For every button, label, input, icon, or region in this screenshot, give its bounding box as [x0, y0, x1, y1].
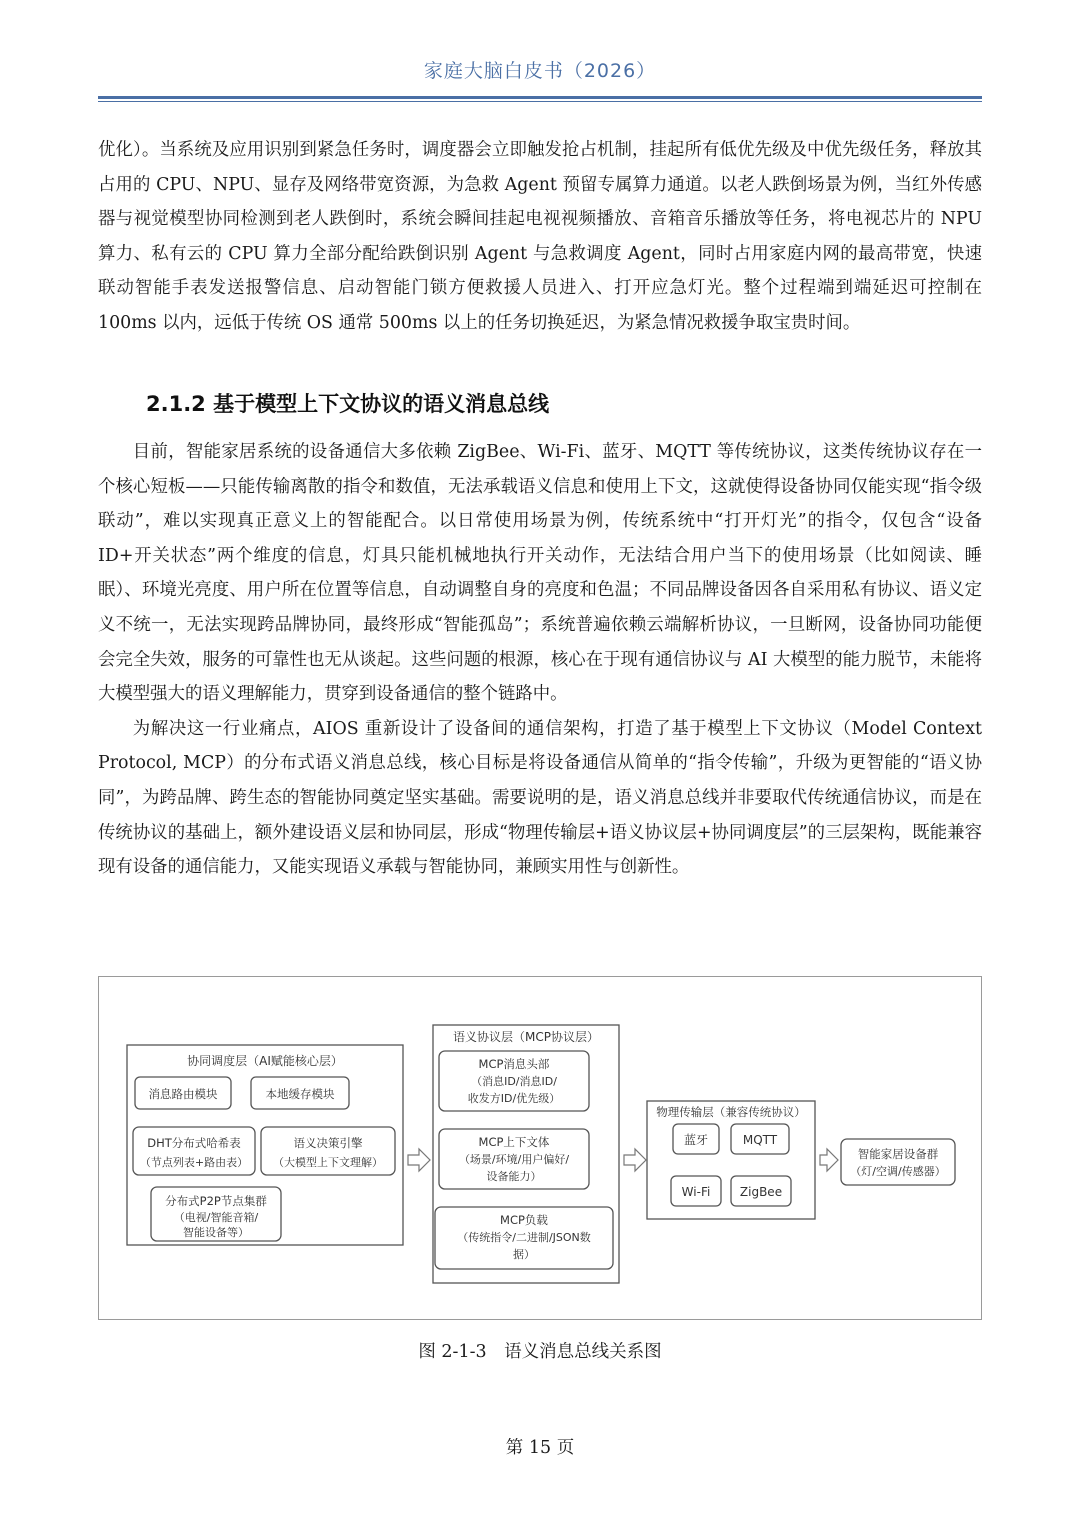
section-heading: 2.1.2 基于模型上下文协议的语义消息总线	[146, 392, 550, 416]
local-cache-label: 本地缓存模块	[265, 1087, 335, 1101]
mcp-payload-sublabel-2: 据）	[513, 1248, 535, 1261]
architecture-figure	[98, 976, 982, 1320]
physical-layer-title: 物理传输层（兼容传统协议）	[656, 1105, 806, 1119]
mcp-header-label: MCP消息头部	[478, 1057, 550, 1071]
architecture-diagram	[99, 977, 980, 1318]
mcp-context-sublabel-1: （场景/环境/用户偏好/	[458, 1153, 570, 1166]
smart-device-group-label: 智能家居设备群	[857, 1147, 939, 1161]
figure-caption: 图 2-1-3 语义消息总线关系图	[418, 1342, 662, 1362]
arrow-right-icon	[624, 1149, 646, 1171]
header-rule-thin	[98, 101, 982, 102]
header-rule	[98, 96, 982, 99]
arrow-right-icon	[820, 1149, 838, 1171]
paragraph-1: 优化）。当系统及应用识别到紧急任务时，调度器会立即触发抢占机制，挂起所有低优先级及中优先级任务，释放其占用的 CPU、NPU、显存及网络带宽资源，为急救 Agent 预留专属算力通道。以老人跌倒场景为例，当红外传感器与视觉模型协同检测到老人跌倒时，系统会瞬间挂起电视视频播放、音箱音乐播放等任务，将电视芯片的 NPU 算力、私有云的 CPU 算力全部分配给跌倒识别 Agent 与急救调度 Agent，同时占用家庭内网的最高带宽，快速联动智能手表发送报警信息、启动智能门锁方便救援人员进入、打开应急灯光。整个过程端到端延迟可控制在 100ms 以内，远低于传统 OS 通常 500ms 以上的任务切换延迟，为紧急情况救援争取宝贵时间。	[98, 140, 982, 333]
p2p-cluster-label: 分布式P2P节点集群	[165, 1194, 267, 1208]
paragraph-2: 目前，智能家居系统的设备通信大多依赖 ZigBee、Wi-Fi、蓝牙、MQTT 等传统协议，这类传统协议存在一个核心短板——只能传输离散的指令和数值，无法承载语义信息和使用上下文，这就使得设备协同仅能实现“指令级联动”，难以实现真正意义上的智能配合。以日常使用场景为例，传统系统中“打开灯光”的指令，仅包含“设备 ID+开关状态”两个维度的信息，灯具只能机械地执行开关动作，无法结合用户当下的使用场景（比如阅读、睡眠）、环境光亮度、用户所在位置等信息，自动调整自身的亮度和色温；不同品牌设备因各自采用私有协议、语义定义不统一，无法实现跨品牌协同，最终形成“智能孤岛”；系统普遍依赖云端解析协议，一旦断网，设备协同功能便会完全失效，服务的可靠性也无从谈起。这些问题的根源，核心在于现有通信协议与 AI 大模型的能力脱节，未能将大模型强大的语义理解能力，贯穿到设备通信的整个链路中。	[98, 442, 982, 705]
body-text	[98, 435, 982, 885]
semantic-protocol-title: 语义协议层（MCP协议层）	[453, 1030, 599, 1044]
semantic-engine-sublabel: （大模型上下文理解）	[273, 1156, 383, 1169]
mcp-header-sublabel-2: 收发方ID/优先级）	[467, 1092, 561, 1105]
mcp-context-label: MCP上下文体	[478, 1135, 550, 1149]
smart-device-group-sublabel: （灯/空调/传感器）	[850, 1165, 946, 1178]
dht-sublabel: （节点列表+路由表）	[139, 1156, 249, 1169]
mcp-context-sublabel-2: 设备能力）	[486, 1170, 542, 1183]
mcp-payload-sublabel-1: （传统指令/二进制/JSON数	[457, 1231, 591, 1244]
paragraph-3: 为解决这一行业痛点，AIOS 重新设计了设备间的通信架构，打造了基于模型上下文协议（Model Context Protocol, MCP）的分布式语义消息总线，核心目标是将设备通信从简单的“指令传输”，升级为更智能的“语义协同”，为跨品牌、跨生态的智能协同奠定坚实基础。需要说明的是，语义消息总线并非要取代传统通信协议，而是在传统协议的基础上，额外建设语义层和协同层，形成“物理传输层+语义协议层+协同调度层”的三层架构，既能兼容现有设备的通信能力，又能实现语义承载与智能协同，兼顾实用性与创新性。	[98, 718, 982, 878]
arrow-right-icon	[408, 1149, 430, 1171]
smart-device-group-box	[841, 1139, 955, 1185]
bluetooth-label: 蓝牙	[683, 1133, 709, 1147]
mqtt-label: MQTT	[742, 1133, 778, 1147]
dht-label: DHT分布式哈希表	[147, 1136, 241, 1150]
semantic-engine-label: 语义决策引擎	[293, 1136, 363, 1150]
coordination-layer-title: 协同调度层（AI赋能核心层）	[187, 1054, 343, 1068]
mcp-header-sublabel-1: （消息ID/消息ID/	[471, 1075, 557, 1088]
p2p-cluster-sublabel-2: 智能设备等）	[183, 1226, 249, 1239]
msg-router-label: 消息路由模块	[148, 1087, 218, 1101]
document-header-title: 家庭大脑白皮书（2026）	[423, 60, 657, 82]
paragraph-continuation	[98, 133, 982, 341]
page-number: 第 15 页	[505, 1438, 575, 1458]
mcp-payload-label: MCP负载	[500, 1213, 548, 1227]
zigbee-label: ZigBee	[739, 1185, 783, 1199]
wifi-label: Wi-Fi	[681, 1185, 711, 1199]
p2p-cluster-sublabel-1: （电视/智能音箱/	[173, 1211, 259, 1224]
